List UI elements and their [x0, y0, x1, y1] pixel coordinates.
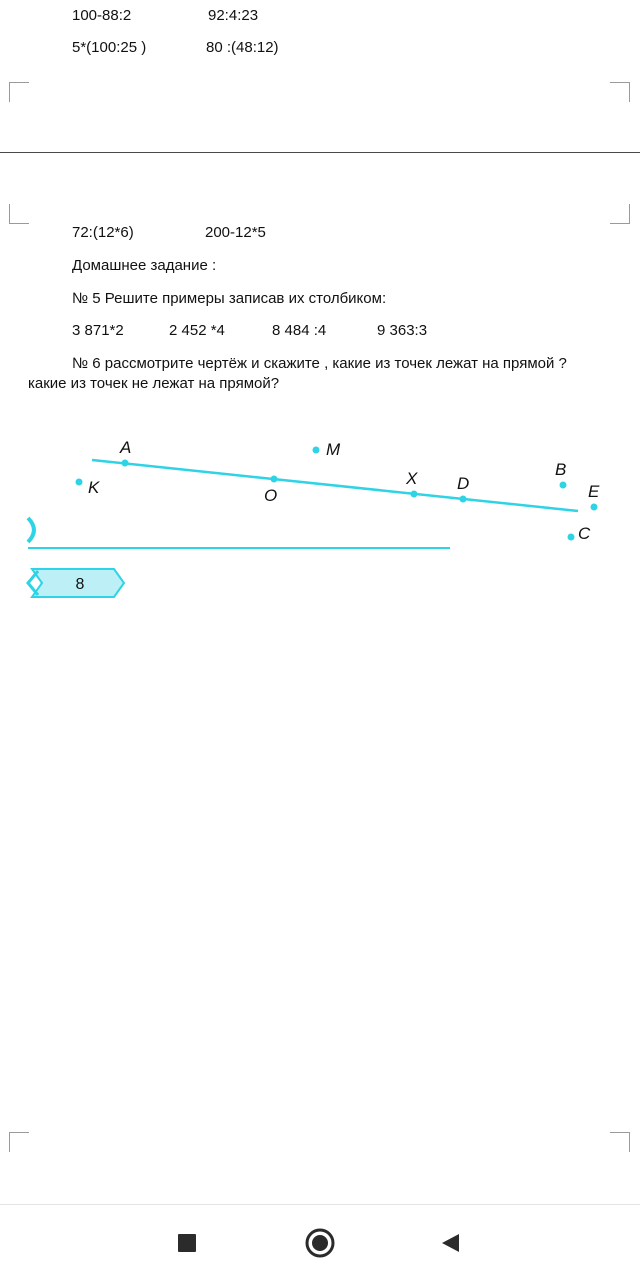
expr-80-48-12: 80 :(48:12)	[206, 39, 279, 56]
point-o	[271, 476, 278, 483]
straight-line	[92, 460, 578, 511]
page-corner-mark	[610, 204, 630, 224]
example-2: 2 452 *4	[169, 322, 225, 339]
expr-100-88-2: 100-88:2	[72, 7, 132, 24]
line-points-diagram	[0, 410, 640, 610]
task-6-line-2: какие из точек не лежат на прямой?	[28, 375, 280, 392]
page-divider	[0, 152, 640, 153]
label-x: X	[406, 469, 418, 488]
home-button[interactable]	[302, 1225, 338, 1261]
expr-92-4-23: 92:4:23	[208, 7, 259, 24]
expr-5-100-25: 5*(100:25 )	[72, 39, 147, 56]
homework-heading: Домашнее задание :	[72, 257, 217, 274]
point-m	[313, 447, 320, 454]
example-4: 9 363:3	[377, 322, 428, 339]
label-e: E	[588, 482, 600, 501]
point-x	[411, 491, 418, 498]
page-number: 8	[75, 576, 85, 593]
label-k: K	[88, 478, 100, 497]
task-5: № 5 Решите примеры записав их столбиком:	[72, 290, 387, 307]
label-o: O	[264, 486, 278, 505]
label-b: B	[555, 460, 567, 479]
task-6-line-1: № 6 рассмотрите чертёж и скажите , какие из точек лежат на прямой ?	[72, 355, 567, 372]
home-icon	[304, 1227, 336, 1259]
footer-arc-decoration	[28, 518, 34, 542]
page-corner-mark	[9, 1132, 29, 1152]
back-icon	[439, 1232, 461, 1254]
page-corner-mark	[9, 204, 29, 224]
page-corner-mark	[610, 1132, 630, 1152]
page-corner-mark	[610, 82, 630, 102]
point-a	[122, 460, 129, 467]
point-d	[460, 496, 467, 503]
expr-72-12-6: 72:(12*6)	[72, 224, 134, 241]
label-a: A	[120, 438, 132, 457]
badge-chevron-decoration	[28, 571, 38, 595]
page-corner-mark	[9, 82, 29, 102]
recent-apps-icon	[177, 1233, 197, 1253]
navigation-bar	[0, 1204, 640, 1280]
point-b	[560, 482, 567, 489]
point-c	[568, 534, 575, 541]
expr-200-12-5: 200-12*5	[205, 224, 266, 241]
back-button[interactable]	[432, 1225, 468, 1261]
recent-apps-button[interactable]	[169, 1225, 205, 1261]
label-c: C	[578, 524, 591, 543]
point-e	[591, 504, 598, 511]
example-1: 3 871*2	[72, 322, 124, 339]
label-d: D	[457, 474, 470, 493]
label-m: M	[326, 440, 341, 459]
example-3: 8 484 :4	[272, 322, 327, 339]
point-k	[76, 479, 83, 486]
